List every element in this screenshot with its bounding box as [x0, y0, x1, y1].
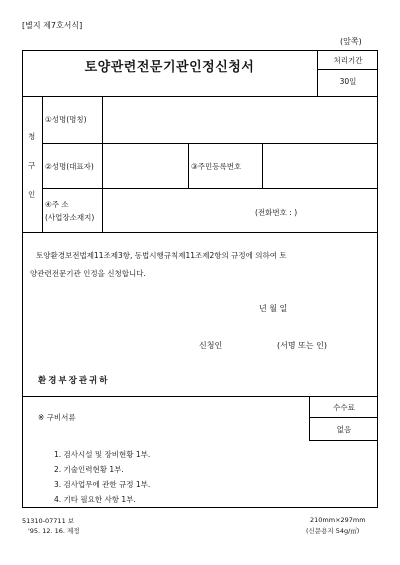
footer-paper-type: (신문용지 54g/㎡) [306, 527, 360, 535]
address-sub-label: (사업장소재지) [45, 213, 95, 222]
applicant-section-char-1: 청 [28, 132, 36, 141]
application-statement-line-2: 양관련전문기관 인정을 신청합니다. [30, 269, 146, 278]
address-label: ④주 소 [45, 200, 69, 209]
document-item-4: 4. 기타 필요한 사항 1부. [54, 495, 136, 504]
signature-hint: (서명 또는 인) [277, 341, 327, 350]
address-field[interactable] [103, 189, 377, 231]
fee-box-middle-divider [309, 417, 378, 418]
fee-value: 없음 [336, 425, 352, 434]
processing-period-label: 처리기간 [333, 56, 363, 65]
document-item-3: 3. 검사업무에 관한 규정 1부. [54, 480, 151, 489]
fee-label: 수수료 [333, 403, 355, 412]
footer-enactment-date: '95. 12. 16. 제정 [28, 527, 80, 535]
footer-form-number: 51310-07711 보 [22, 517, 75, 525]
name-label: ①성명(명칭) [45, 115, 87, 124]
form-title: 토양관련전문기관인정신청서 [84, 60, 255, 75]
processing-box-inner-divider [317, 69, 378, 70]
date-label: 년 월 일 [259, 304, 288, 313]
rrn-label: ③주민등록번호 [191, 162, 242, 171]
form-code: [별지 제7호서식] [22, 21, 83, 30]
name-field[interactable] [103, 97, 377, 142]
fee-box-bottom-divider [309, 440, 378, 441]
rrn-label-left-divider [188, 143, 189, 188]
applicant-sign-label: 신청인 [199, 341, 223, 350]
phone-label: (전화번호 : ) [255, 208, 298, 217]
documents-section-top [22, 396, 378, 397]
applicant-section-bottom [22, 232, 378, 233]
footer-paper-size: 210mm×297mm [310, 516, 366, 524]
applicant-section-char-3: 인 [28, 190, 36, 199]
side-label: (앞쪽) [340, 37, 362, 46]
application-statement-line-1: 토양환경보전법제11조제3항, 동법시행규칙제11조제2항의 규정에 의하여 토 [36, 251, 287, 260]
rrn-field[interactable] [263, 144, 377, 187]
processing-period-value: 30일 [339, 77, 357, 86]
recipient: 환경부장관귀하 [38, 376, 110, 386]
representative-field[interactable] [103, 144, 187, 187]
representative-label: ②성명(대표자) [45, 162, 94, 171]
document-item-1: 1. 검사시설 및 장비현황 1부. [54, 450, 151, 459]
document-item-2: 2. 기술인력현황 1부. [54, 465, 124, 474]
required-documents-header: ※ 구비서류 [38, 413, 76, 422]
applicant-label-column-divider [42, 96, 43, 232]
applicant-section-char-2: 구 [28, 161, 36, 170]
